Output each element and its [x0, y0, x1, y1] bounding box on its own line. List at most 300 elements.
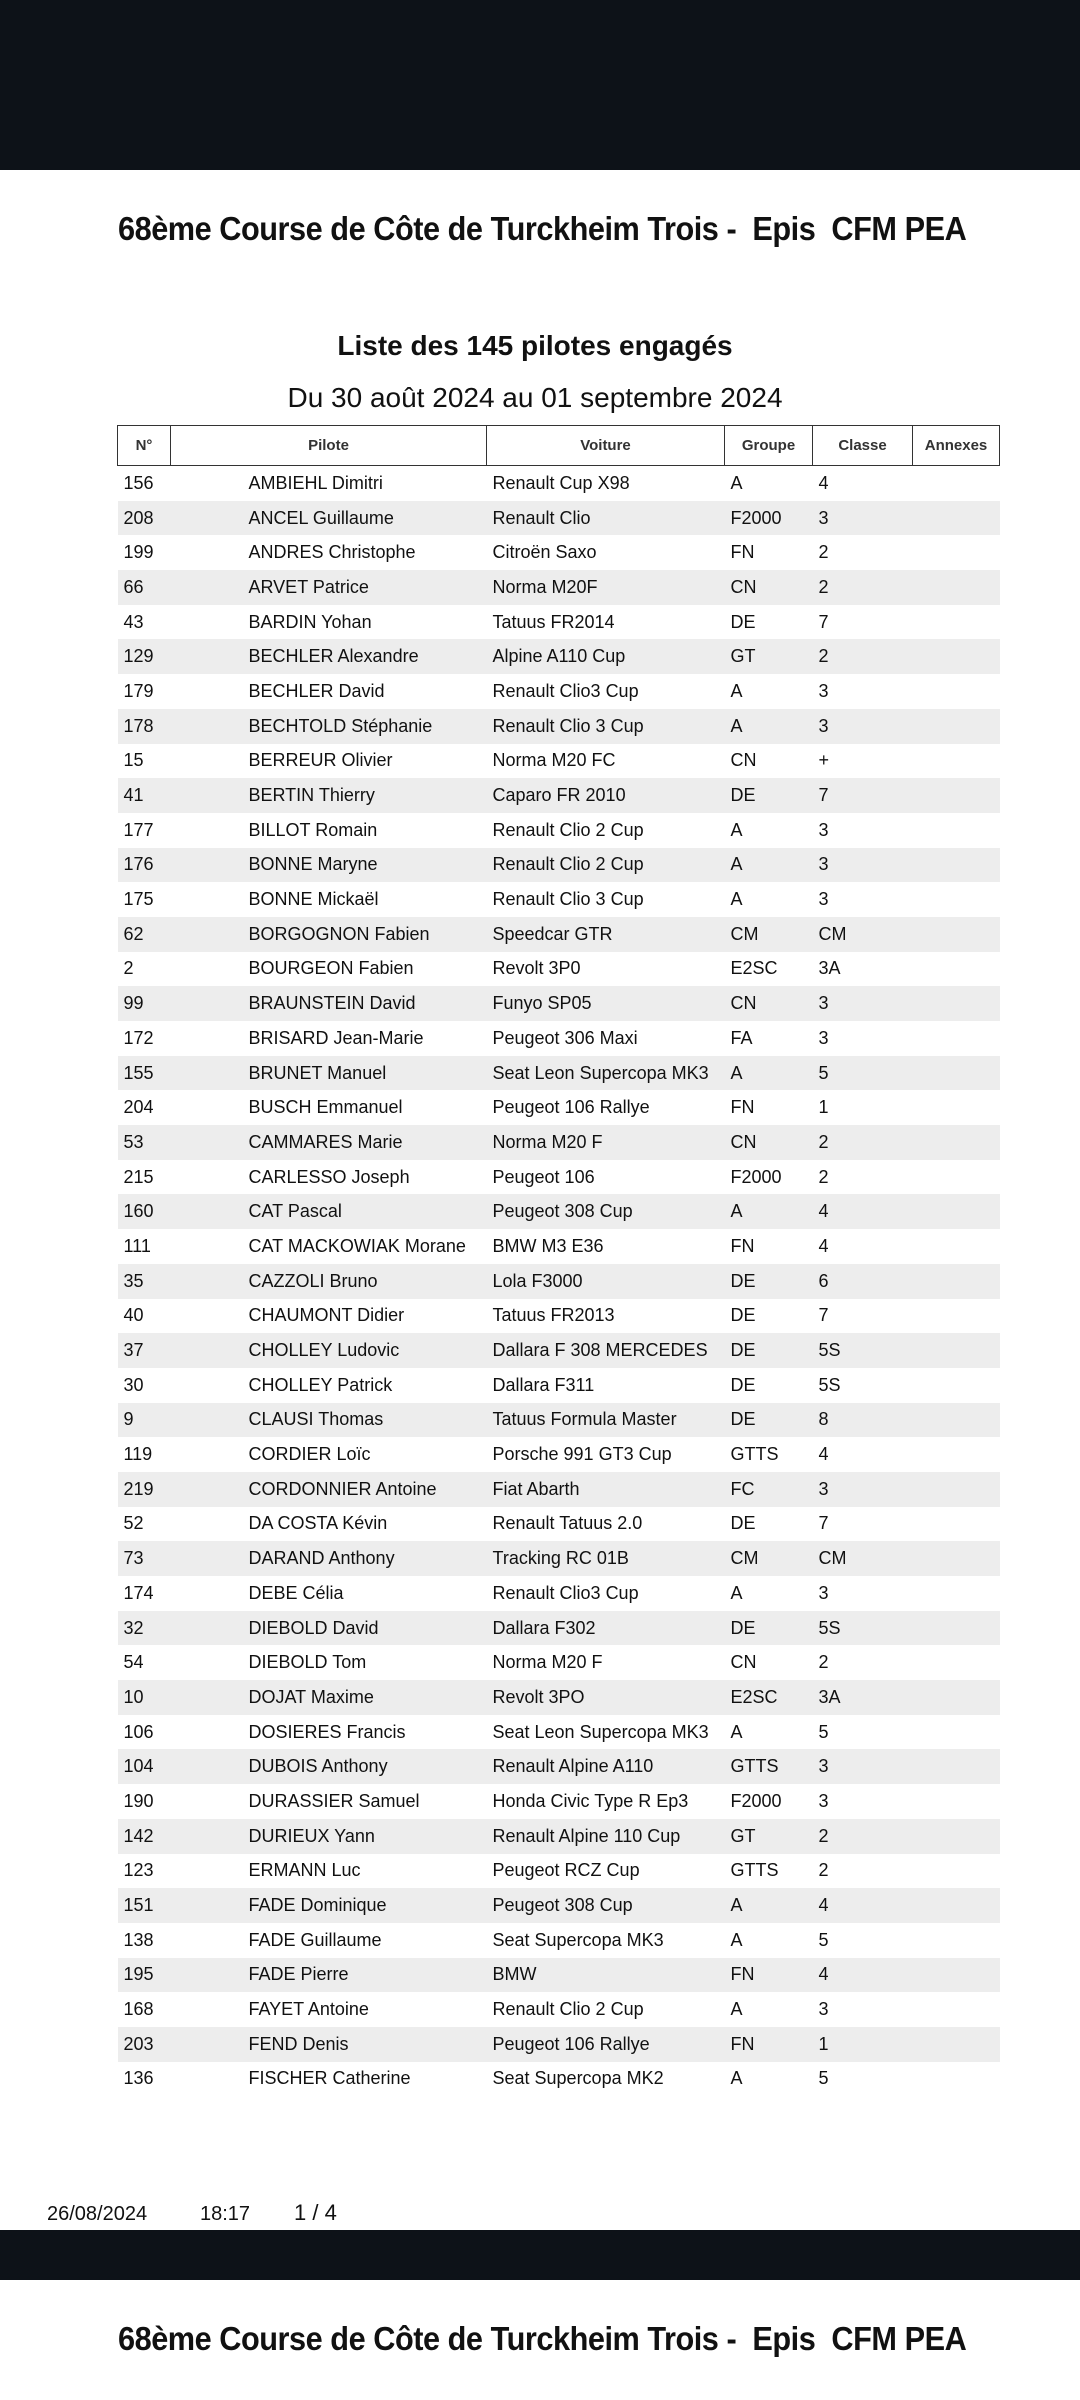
cell-voiture: Honda Civic Type R Ep3	[492, 1790, 689, 1811]
page-separator-bar	[0, 2230, 1080, 2280]
cell-classe: 5S	[813, 1333, 913, 1368]
cell-annexes	[913, 1299, 1000, 1334]
cell-voiture: Renault Clio3 Cup	[492, 680, 639, 701]
cell-annexes	[913, 986, 1000, 1021]
cell-voiture: Renault Clio 2 Cup	[492, 1999, 644, 2020]
cell-num: 35	[118, 1264, 171, 1299]
cell-pilote: DURIEUX Yann	[171, 1819, 487, 1854]
cell-groupe: CN	[725, 986, 813, 1021]
cell-groupe: F2000	[730, 1166, 782, 1187]
cell-num: 156	[123, 472, 154, 493]
cell-groupe: DE	[725, 1264, 813, 1299]
cell-classe: 2	[813, 570, 913, 605]
cell-groupe: CM	[725, 1541, 813, 1576]
cell-groupe: FC	[725, 1472, 813, 1507]
cell-groupe: DE	[725, 1403, 813, 1438]
cell-groupe: GTTS	[730, 1860, 779, 1881]
cell-annexes	[913, 1333, 1000, 1368]
cell-groupe: A	[730, 1999, 743, 2020]
table-row	[118, 639, 1000, 674]
print-date: 26/08/2024	[47, 2203, 148, 2225]
cell-pilote: BECHLER Alexandre	[171, 639, 487, 674]
cell-num: 138	[123, 1929, 154, 1950]
cell-annexes	[913, 674, 1000, 709]
cell-num: 174	[123, 1582, 154, 1603]
table-row	[118, 778, 1000, 813]
cell-pilote: CHOLLEY Ludovic	[171, 1333, 487, 1368]
cell-groupe: DE	[730, 1513, 756, 1534]
cell-voiture: Norma M20F	[487, 570, 725, 605]
table-row	[118, 466, 1000, 501]
cell-voiture: Renault Tatuus 2.0	[492, 1513, 643, 1534]
table-row	[118, 1264, 1000, 1299]
table-row	[118, 1021, 1000, 1056]
cell-classe: 3	[813, 1749, 913, 1784]
table-row	[118, 1854, 1000, 1889]
cell-num: 129	[118, 639, 171, 674]
cell-classe: CM	[813, 1541, 913, 1576]
cell-classe: 2	[813, 1125, 913, 1160]
cell-groupe: CN	[725, 1125, 813, 1160]
cell-pilote: FADE Dominique	[171, 1888, 487, 1923]
cell-classe: 8	[813, 1403, 913, 1438]
cell-groupe: DE	[730, 1305, 756, 1326]
cell-groupe: GT	[725, 1819, 813, 1854]
cell-pilote: BRUNET Manuel	[171, 1056, 487, 1091]
table-row	[118, 813, 1000, 848]
table-row	[118, 501, 1000, 536]
cell-classe: 5	[818, 2068, 829, 2089]
cell-num: 99	[118, 986, 171, 1021]
cell-voiture: Alpine A110 Cup	[487, 639, 725, 674]
cell-annexes	[913, 778, 1000, 813]
date-range: Du 30 août 2024 au 01 septembre 2024	[287, 382, 783, 413]
cell-pilote: BONNE Maryne	[171, 848, 487, 883]
cell-groupe: DE	[725, 778, 813, 813]
cell-annexes	[913, 1611, 1000, 1646]
cell-groupe: A	[725, 1194, 813, 1229]
cell-pilote: FISCHER Catherine	[248, 2068, 411, 2089]
cell-classe: 2	[818, 1860, 829, 1881]
cell-classe: 3	[818, 1027, 829, 1048]
cell-annexes	[913, 1125, 1000, 1160]
cell-pilote: CORDIER Loïc	[248, 1444, 371, 1465]
table-row	[118, 1923, 1000, 1958]
cell-num: 2	[123, 958, 134, 979]
cell-annexes	[913, 1645, 1000, 1680]
cell-voiture: Renault Clio 2 Cup	[487, 848, 725, 883]
table-row	[118, 1472, 1000, 1507]
pilots-table	[117, 425, 1000, 2096]
page-title: 68ème Course de Côte de Turckheim Trois - Epis CFM PEA	[118, 210, 967, 247]
cell-voiture: Tatuus FR2014	[492, 611, 615, 632]
table-row	[118, 1645, 1000, 1680]
cell-voiture: Seat Supercopa MK3	[492, 1929, 664, 1950]
cell-pilote: ARVET Patrice	[171, 570, 487, 605]
cell-groupe: A	[730, 1929, 743, 1950]
cell-num: 73	[118, 1541, 171, 1576]
table-row	[118, 674, 1000, 709]
cell-num: 208	[118, 501, 171, 536]
cell-groupe: A	[730, 680, 743, 701]
cell-groupe: F2000	[730, 1790, 782, 1811]
cell-classe: 4	[818, 1235, 829, 1256]
table-row	[118, 1507, 1000, 1542]
cell-pilote: FEND Denis	[171, 2027, 487, 2062]
cell-voiture: Peugeot 308 Cup	[487, 1888, 725, 1923]
cell-classe: 3	[818, 1582, 829, 1603]
cell-classe: 2	[818, 1652, 829, 1673]
cell-annexes	[913, 917, 1000, 952]
cell-annexes	[913, 1992, 1000, 2027]
cell-groupe: A	[730, 819, 743, 840]
cell-voiture: Fiat Abarth	[487, 1472, 725, 1507]
cell-classe: +	[818, 750, 830, 771]
cell-num: 123	[123, 1860, 154, 1881]
table-header-row	[118, 426, 1000, 466]
cell-num: 178	[118, 709, 171, 744]
cell-num: 142	[118, 1819, 171, 1854]
cell-voiture: Speedcar GTR	[487, 917, 725, 952]
cell-voiture: Peugeot 308 Cup	[487, 1194, 725, 1229]
cell-voiture: Revolt 3PO	[487, 1680, 725, 1715]
cell-pilote: BARDIN Yohan	[248, 611, 372, 632]
cell-groupe: DE	[730, 1374, 756, 1395]
cell-groupe: F2000	[725, 501, 813, 536]
table-row	[118, 1090, 1000, 1125]
table-row	[118, 1958, 1000, 1993]
table-row	[118, 1125, 1000, 1160]
cell-groupe: FN	[730, 1097, 755, 1118]
cell-pilote: CHOLLEY Patrick	[248, 1374, 393, 1395]
cell-voiture: Peugeot 106 Rallye	[487, 2027, 725, 2062]
cell-pilote: FADE Pierre	[171, 1958, 487, 1993]
cell-annexes	[913, 466, 1000, 501]
cell-annexes	[913, 1784, 1000, 1819]
cell-pilote: FAYET Antoine	[248, 1999, 369, 2020]
table-row	[118, 986, 1000, 1021]
cell-pilote: ANCEL Guillaume	[171, 501, 487, 536]
table-row	[118, 1541, 1000, 1576]
col-header-groupe: Groupe	[725, 426, 813, 466]
cell-pilote: DA COSTA Kévin	[248, 1513, 388, 1534]
cell-annexes	[913, 1472, 1000, 1507]
cell-groupe: CM	[725, 917, 813, 952]
cell-num: 136	[123, 2068, 154, 2089]
cell-voiture: Caparo FR 2010	[487, 778, 725, 813]
cell-groupe: FN	[725, 2027, 813, 2062]
page-title-next: 68ème Course de Côte de Turckheim Trois - Epis CFM PEA	[118, 2320, 967, 2357]
cell-num: 52	[123, 1513, 144, 1534]
cell-num: 199	[123, 542, 154, 563]
cell-annexes	[913, 709, 1000, 744]
cell-voiture: Seat Leon Supercopa MK3	[487, 1056, 725, 1091]
cell-classe: 4	[813, 1958, 913, 1993]
table-row	[118, 709, 1000, 744]
cell-pilote: CAT MACKOWIAK Morane	[248, 1235, 466, 1256]
cell-annexes	[913, 1021, 1000, 1056]
cell-voiture: Porsche 991 GT3 Cup	[492, 1444, 672, 1465]
cell-num: 190	[123, 1790, 154, 1811]
list-subtitle: Liste des 145 pilotes engagés	[337, 330, 733, 361]
cell-groupe: A	[730, 1582, 743, 1603]
cell-voiture: Peugeot 306 Maxi	[492, 1027, 638, 1048]
cell-annexes	[913, 1403, 1000, 1438]
table-row	[118, 1194, 1000, 1229]
cell-classe: 4	[818, 1444, 829, 1465]
page-indicator: 1 / 4	[294, 2200, 337, 2225]
cell-classe: 7	[818, 1513, 829, 1534]
cell-annexes	[913, 1958, 1000, 1993]
col-header-annexes: Annexes	[913, 426, 1000, 466]
cell-annexes	[913, 1888, 1000, 1923]
cell-classe: 3	[818, 1999, 829, 2020]
cell-pilote: BECHLER David	[248, 680, 385, 701]
cell-classe: 1	[818, 1097, 829, 1118]
cell-num: 10	[118, 1680, 171, 1715]
cell-groupe: A	[730, 1721, 743, 1742]
cell-num: 179	[123, 680, 154, 701]
cell-groupe: GTTS	[730, 1444, 779, 1465]
table-row	[118, 882, 1000, 917]
cell-groupe: FN	[725, 1958, 813, 1993]
cell-groupe: DE	[725, 1333, 813, 1368]
table-row	[118, 1229, 1000, 1264]
table-row	[118, 605, 1000, 640]
table-row	[118, 1333, 1000, 1368]
cell-groupe: GT	[725, 639, 813, 674]
cell-annexes	[913, 1368, 1000, 1403]
cell-classe: 3	[813, 709, 913, 744]
cell-classe: 7	[813, 778, 913, 813]
cell-pilote: FADE Guillaume	[248, 1929, 382, 1950]
cell-pilote: DEBE Célia	[248, 1582, 344, 1603]
cell-voiture: Funyo SP05	[487, 986, 725, 1021]
cell-pilote: DIEBOLD Tom	[248, 1652, 367, 1673]
cell-classe: 2	[818, 542, 829, 563]
cell-classe: 4	[813, 1194, 913, 1229]
cell-annexes	[913, 1854, 1000, 1889]
table-row	[118, 1749, 1000, 1784]
cell-voiture: Dallara F 308 MERCEDES	[487, 1333, 725, 1368]
cell-num: 119	[123, 1444, 153, 1465]
cell-voiture: Tatuus FR2013	[492, 1305, 615, 1326]
cell-classe: 2	[818, 1166, 829, 1187]
table-row	[118, 1819, 1000, 1854]
cell-pilote: BRAUNSTEIN David	[171, 986, 487, 1021]
cell-classe: 5S	[818, 1374, 841, 1395]
cell-annexes	[913, 1160, 1000, 1195]
cell-num: 219	[118, 1472, 171, 1507]
cell-annexes	[913, 639, 1000, 674]
cell-annexes	[913, 813, 1000, 848]
cell-pilote: ANDRES Christophe	[248, 542, 416, 563]
print-time: 18:17	[200, 2203, 251, 2225]
table-row	[118, 570, 1000, 605]
cell-pilote: DUBOIS Anthony	[171, 1749, 487, 1784]
cell-classe: CM	[813, 917, 913, 952]
table-row	[118, 952, 1000, 987]
cell-groupe: GTTS	[725, 1749, 813, 1784]
col-header-voiture: Voiture	[487, 426, 725, 466]
cell-classe: 3A	[813, 1680, 913, 1715]
cell-groupe: A	[730, 472, 743, 493]
cell-annexes	[913, 570, 1000, 605]
cell-voiture: BMW	[487, 1958, 725, 1993]
cell-pilote: DARAND Anthony	[171, 1541, 487, 1576]
cell-voiture: BMW M3 E36	[492, 1235, 604, 1256]
cell-annexes	[913, 1680, 1000, 1715]
cell-classe: 2	[813, 639, 913, 674]
cell-voiture: Renault Clio	[487, 501, 725, 536]
cell-voiture: Seat Supercopa MK2	[492, 2068, 664, 2089]
table-row	[118, 1160, 1000, 1195]
cell-num: 106	[123, 1721, 154, 1742]
cell-classe: 3	[818, 819, 829, 840]
cell-groupe: FA	[730, 1027, 753, 1048]
cell-classe: 3A	[818, 958, 841, 979]
cell-groupe: A	[725, 1888, 813, 1923]
cell-pilote: CLAUSI Thomas	[171, 1403, 487, 1438]
cell-annexes	[913, 1576, 1000, 1611]
cell-num: 172	[123, 1027, 154, 1048]
cell-voiture: Renault Clio3 Cup	[492, 1582, 639, 1603]
cell-num: 160	[118, 1194, 171, 1229]
cell-num: 53	[118, 1125, 171, 1160]
cell-pilote: CAMMARES Marie	[171, 1125, 487, 1160]
col-header-classe: Classe	[813, 426, 913, 466]
cell-num: 203	[118, 2027, 171, 2062]
cell-voiture: Renault Clio 2 Cup	[492, 819, 644, 840]
cell-num: 40	[123, 1305, 144, 1326]
cell-annexes	[913, 882, 1000, 917]
cell-classe: 3	[813, 1472, 913, 1507]
cell-classe: 3	[818, 680, 829, 701]
cell-pilote: ERMANN Luc	[248, 1860, 361, 1881]
cell-voiture: Renault Clio 3 Cup	[487, 709, 725, 744]
cell-num: 155	[118, 1056, 171, 1091]
cell-classe: 3	[818, 889, 829, 910]
table-row	[118, 1299, 1000, 1334]
col-header-num: N°	[118, 426, 171, 466]
cell-classe: 6	[813, 1264, 913, 1299]
cell-num: 215	[123, 1166, 154, 1187]
top-dark-bar	[0, 0, 1080, 170]
cell-pilote: CAZZOLI Bruno	[171, 1264, 487, 1299]
cell-classe: 5	[813, 1056, 913, 1091]
cell-annexes	[913, 1749, 1000, 1784]
table-row	[118, 1680, 1000, 1715]
cell-voiture: Norma M20 FC	[492, 750, 616, 771]
table-row	[118, 1368, 1000, 1403]
table-row	[118, 1992, 1000, 2027]
table-row	[118, 1576, 1000, 1611]
cell-num: 62	[118, 917, 171, 952]
cell-voiture: Norma M20 F	[492, 1652, 603, 1673]
table-row	[118, 848, 1000, 883]
cell-num: 175	[123, 889, 154, 910]
cell-num: 30	[123, 1374, 144, 1395]
cell-pilote: CAT Pascal	[171, 1194, 487, 1229]
cell-num: 41	[118, 778, 171, 813]
cell-classe: 4	[818, 472, 829, 493]
cell-num: 37	[118, 1333, 171, 1368]
cell-pilote: BUSCH Emmanuel	[248, 1097, 403, 1118]
table-row	[118, 744, 1000, 779]
cell-pilote: BORGOGNON Fabien	[171, 917, 487, 952]
cell-voiture: Peugeot 106 Rallye	[492, 1097, 650, 1118]
cell-pilote: BERTIN Thierry	[171, 778, 487, 813]
cell-pilote: DOJAT Maxime	[171, 1680, 487, 1715]
cell-classe: 3	[813, 848, 913, 883]
table-row	[118, 535, 1000, 570]
table-row	[118, 1403, 1000, 1438]
table-row	[118, 2062, 1000, 2097]
cell-classe: 5S	[813, 1611, 913, 1646]
cell-groupe: DE	[725, 1611, 813, 1646]
cell-pilote: BOURGEON Fabien	[248, 958, 414, 979]
cell-annexes	[913, 1090, 1000, 1125]
cell-num: 104	[118, 1749, 171, 1784]
cell-voiture: Renault Alpine A110	[487, 1749, 725, 1784]
cell-num: 15	[123, 750, 144, 771]
cell-num: 151	[118, 1888, 171, 1923]
cell-voiture: Lola F3000	[487, 1264, 725, 1299]
cell-groupe: CN	[725, 570, 813, 605]
cell-annexes	[913, 1819, 1000, 1854]
cell-pilote: BONNE Mickaël	[248, 889, 379, 910]
table-row	[118, 2027, 1000, 2062]
table-row	[118, 1056, 1000, 1091]
cell-annexes	[913, 744, 1000, 779]
cell-groupe: A	[730, 2068, 743, 2089]
cell-classe: 5	[818, 1929, 829, 1950]
cell-voiture: Dallara F302	[487, 1611, 725, 1646]
cell-voiture: Renault Cup X98	[492, 472, 630, 493]
table-row	[118, 1715, 1000, 1750]
cell-annexes	[913, 1437, 1000, 1472]
cell-classe: 4	[813, 1888, 913, 1923]
cell-classe: 7	[818, 1305, 829, 1326]
cell-groupe: E2SC	[725, 1680, 813, 1715]
cell-classe: 7	[818, 611, 829, 632]
cell-groupe: CN	[730, 750, 757, 771]
cell-num: 176	[118, 848, 171, 883]
cell-classe: 2	[813, 1819, 913, 1854]
cell-num: 9	[118, 1403, 171, 1438]
cell-pilote: DOSIERES Francis	[248, 1721, 406, 1742]
cell-groupe: FN	[730, 542, 755, 563]
cell-annexes	[913, 1507, 1000, 1542]
cell-num: 195	[118, 1958, 171, 1993]
cell-annexes	[913, 1194, 1000, 1229]
cell-num: 43	[123, 611, 144, 632]
cell-classe: 3	[813, 501, 913, 536]
cell-num: 177	[123, 819, 154, 840]
cell-voiture: Renault Clio 3 Cup	[492, 889, 644, 910]
cell-pilote: CHAUMONT Didier	[248, 1305, 405, 1326]
cell-groupe: A	[725, 709, 813, 744]
cell-num: 66	[118, 570, 171, 605]
cell-voiture: Dallara F311	[492, 1374, 595, 1395]
cell-pilote: CORDONNIER Antoine	[171, 1472, 487, 1507]
cell-annexes	[913, 1264, 1000, 1299]
cell-groupe: A	[725, 848, 813, 883]
cell-voiture: Peugeot RCZ Cup	[492, 1860, 640, 1881]
cell-voiture: Peugeot 106	[492, 1166, 595, 1187]
cell-annexes	[913, 501, 1000, 536]
cell-annexes	[913, 1541, 1000, 1576]
